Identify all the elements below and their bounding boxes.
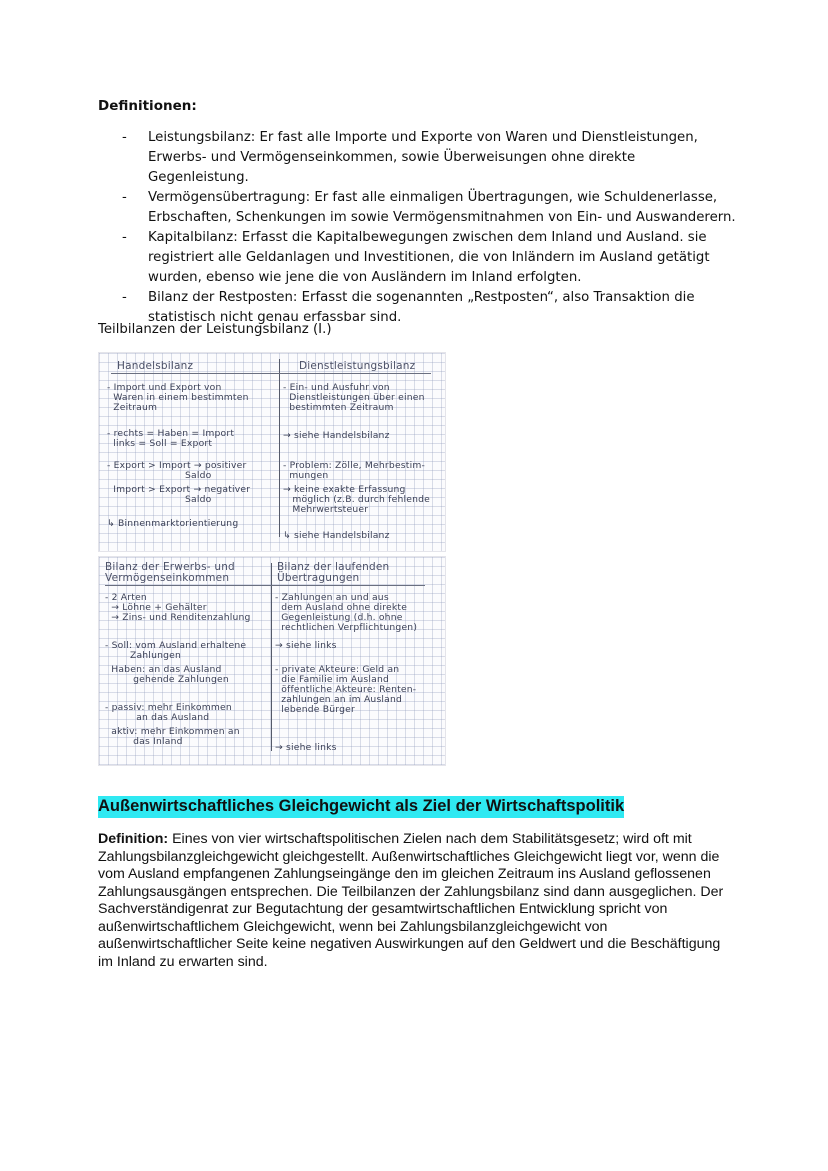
note-line: → keine exakte Erfassung xyxy=(283,484,406,495)
note-line: - 2 Arten xyxy=(105,592,147,603)
note-line: öffentliche Akteure: Renten- xyxy=(275,684,417,695)
note-line: das Inland xyxy=(105,736,183,747)
note-line: Mehrwertsteuer xyxy=(283,504,369,515)
handwritten-notes-image-1 xyxy=(98,352,446,552)
note-line: die Familie im Ausland xyxy=(275,674,390,685)
note-line: - Export > Import → positiver xyxy=(107,460,247,471)
note-line: → siehe links xyxy=(275,742,337,753)
section-heading: Außenwirtschaftliches Gleichgewicht als Ziel der Wirtschaftspolitik xyxy=(98,796,624,818)
note-line: an das Ausland xyxy=(105,712,210,723)
definition-restposten: Bilanz der Restposten: Erfasst die sogenannten „Restposten“, also Transaktion die statistisch nicht genau erfassbar sind. xyxy=(148,290,695,325)
list-item xyxy=(98,188,738,228)
note-line: Zeitraum xyxy=(107,402,158,413)
definition-paragraph xyxy=(98,831,738,971)
title-underline xyxy=(111,373,431,374)
note-line: → Löhne + Gehälter xyxy=(105,602,207,613)
note-line: ↳ Binnenmarktorientierung xyxy=(107,518,239,529)
note-line: ↳ siehe Handelsbilanz xyxy=(283,530,390,541)
definitions-list xyxy=(98,128,738,328)
list-dash: - xyxy=(122,130,127,145)
note-line: - Import und Export von xyxy=(107,382,222,393)
laufende-uebertragungen-title: Bilanz der laufenden Übertragungen xyxy=(277,561,390,584)
note-line: dem Ausland ohne direkte xyxy=(275,602,408,613)
list-dash: - xyxy=(122,190,127,205)
note-line: - Problem: Zölle, Mehrbestim- xyxy=(283,460,425,471)
note-line: - Ein- und Ausfuhr von xyxy=(283,382,390,393)
handwritten-notes-image-2 xyxy=(98,556,446,766)
definition-vermoegensuebertragung: Vermögensübertragung: Er fast alle einmaligen Übertragungen, wie Schuldenerlasse, Erbschaften, Schenkungen im sowie Vermögensmitnahmen von Ein- und Auswanderern. xyxy=(148,190,736,225)
note-line: - Soll: vom Ausland erhaltene xyxy=(105,640,247,651)
note-line: Saldo xyxy=(107,494,212,505)
handelsbilanz-title: Handelsbilanz xyxy=(117,360,194,372)
list-dash: - xyxy=(122,290,127,305)
definition-label: Definition: xyxy=(98,831,169,847)
note-line: zahlungen an im Ausland xyxy=(275,694,403,705)
list-item xyxy=(98,128,738,188)
note-line: bestimmten Zeitraum xyxy=(283,402,394,413)
definition-kapitalbilanz: Kapitalbilanz: Erfasst die Kapitalbewegungen zwischen dem Inland und Ausland. sie registriert alle Geldanlagen und Investitionen, die von Inländern im Ausland getätigt wurden, ebenso wie jene die von Ausländern im Inland erfolgten. xyxy=(148,230,710,285)
dienstleistungsbilanz-title: Dienstleistungsbilanz xyxy=(299,360,416,372)
note-line: → siehe Handelsbilanz xyxy=(283,430,390,441)
list-dash: - xyxy=(122,230,127,245)
column-divider xyxy=(279,359,280,537)
note-line: Import > Export → negativer xyxy=(107,484,251,495)
list-item xyxy=(98,228,738,288)
note-line: aktiv: mehr Einkommen an xyxy=(105,726,240,737)
note-line: Gegenleistung (d.h. ohne xyxy=(275,612,403,623)
note-line: links = Soll = Export xyxy=(107,438,213,449)
note-line: Saldo xyxy=(107,470,212,481)
note-line: rechtlichen Verpflichtungen) xyxy=(275,622,418,633)
definitions-heading: Definitionen: xyxy=(98,98,197,114)
note-line: - private Akteure: Geld an xyxy=(275,664,400,675)
note-line: - passiv: mehr Einkommen xyxy=(105,702,232,713)
note-line: Waren in einem bestimmten xyxy=(107,392,249,403)
title-underline xyxy=(105,585,425,586)
note-line: → siehe links xyxy=(275,640,337,651)
note-line: → Zins- und Renditenzahlung xyxy=(105,612,251,623)
erwerbs-vermoegenseinkommen-title: Bilanz der Erwerbs- und Vermögenseinkommen xyxy=(105,561,235,584)
note-line: - Zahlungen an und aus xyxy=(275,592,389,603)
note-line: lebende Bürger xyxy=(275,704,355,715)
column-divider xyxy=(271,563,272,751)
note-line: gehende Zahlungen xyxy=(105,674,229,685)
note-line: Haben: an das Ausland xyxy=(105,664,222,675)
note-line: möglich (z.B. durch fehlende xyxy=(283,494,430,505)
note-line: Dienstleistungen über einen xyxy=(283,392,425,403)
note-line: - rechts = Haben = Import xyxy=(107,428,235,439)
teilbilanzen-heading: Teilbilanzen der Leistungsbilanz (I.) xyxy=(98,322,332,337)
definition-text: Eines von vier wirtschaftspolitischen Zielen nach dem Stabilitätsgesetz; wird oft mit Zahlungsbilanzgleichgewicht gleichgestellt. Außenwirtschaftliches Gleichgewicht liegt vor, wenn die vom Ausland empfangenen Zahlungseingänge den im gleichen Zeitraum ins Ausland geflossenen Zahlungsausgängen entsprechen. Die Teilbilanzen der Zahlungsbilanz sind dann ausgeglichen. Der Sachverständigenrat zur Begutachtung der gesamtwirtschaftlichen Entwicklung spricht von außenwirtschaftlichem Gleichgewicht, wenn bei Zahlungsbilanzgleichgewicht von außenwirtschaftlicher Seite keine negativen Auswirkungen auf den Geldwert und die Beschäftigung im Inland zu erwarten sind. xyxy=(98,831,724,970)
note-line: Zahlungen xyxy=(105,650,182,661)
definition-leistungsbilanz: Leistungsbilanz: Er fast alle Importe und Exporte von Waren und Dienstleistungen, Erwerbs- und Vermögenseinkommen, sowie Überweisungen ohne direkte Gegenleistung. xyxy=(148,130,698,185)
note-line: mungen xyxy=(283,470,329,481)
